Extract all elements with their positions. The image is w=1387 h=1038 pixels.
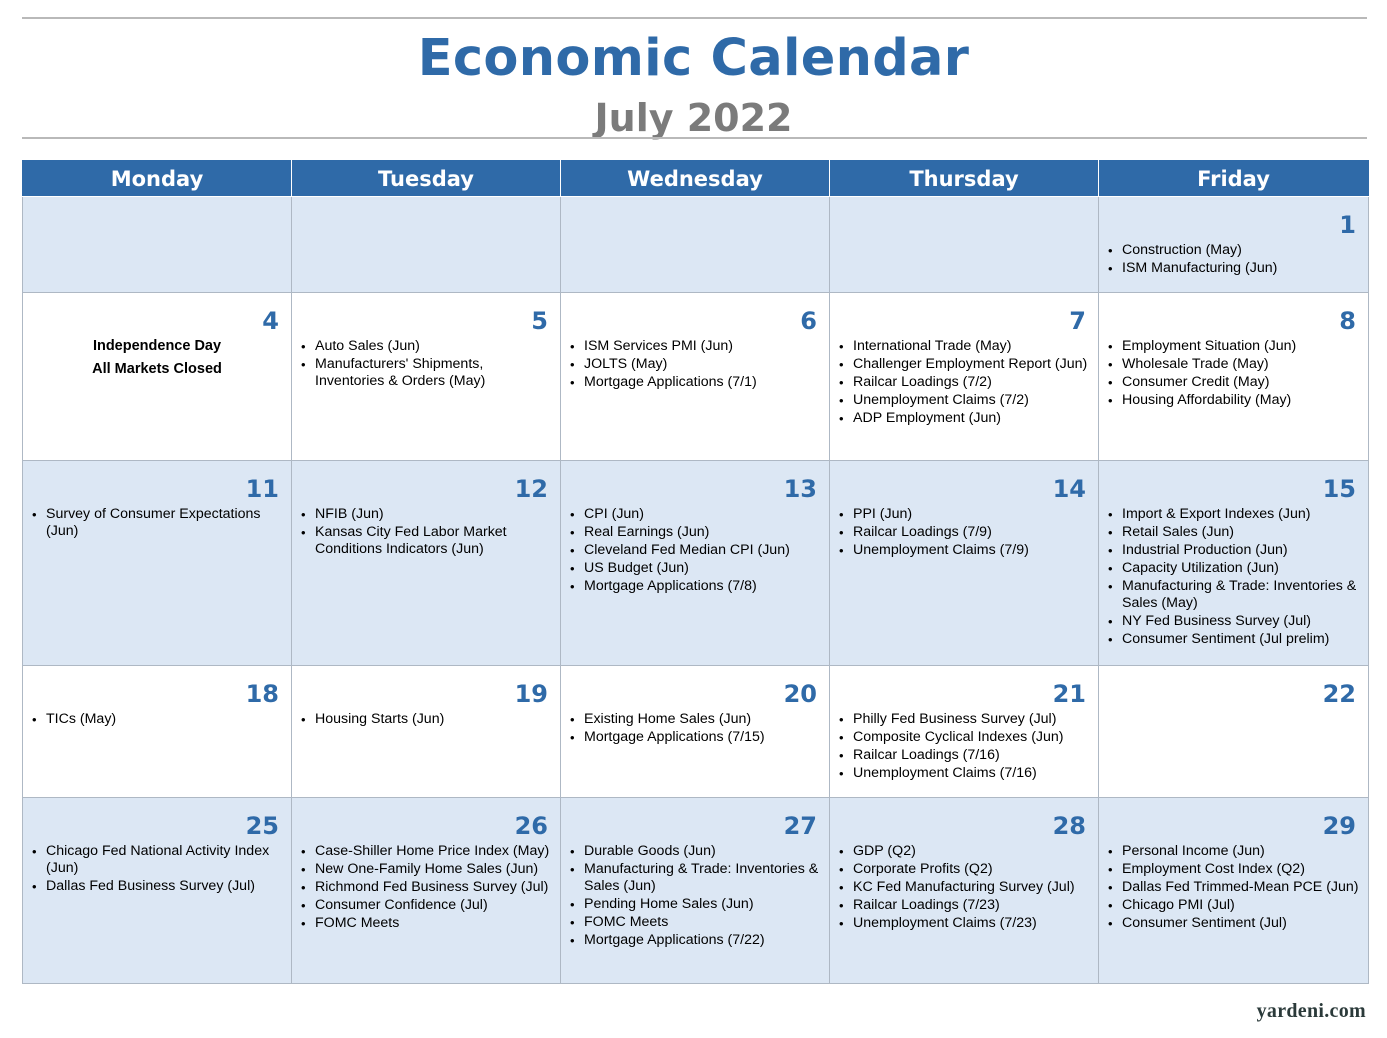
event-item: • Mortgage Applications (7/8) — [584, 578, 821, 595]
day-number: 26 — [514, 812, 548, 840]
event-item: • Construction (May) — [1122, 242, 1360, 259]
day-cell — [292, 798, 561, 984]
day-number: 12 — [514, 475, 548, 503]
day-number: 13 — [783, 475, 817, 503]
day-number: 21 — [1052, 680, 1086, 708]
day-number: 19 — [514, 680, 548, 708]
week-row — [23, 666, 1369, 798]
day-cell — [292, 293, 561, 461]
event-item: • Manufacturing & Trade: Inventories & Sales (May) — [1122, 578, 1360, 612]
day-cell — [1099, 293, 1369, 461]
event-list — [830, 843, 1098, 932]
day-cell — [23, 798, 292, 984]
event-item: • Dallas Fed Business Survey (Jul) — [46, 878, 283, 895]
day-cell — [292, 666, 561, 798]
event-item: • Challenger Employment Report (Jun) — [853, 356, 1090, 373]
day-number: 15 — [1322, 475, 1356, 503]
event-item: • New One-Family Home Sales (Jun) — [315, 861, 552, 878]
event-list — [1099, 242, 1368, 277]
event-item: • Employment Situation (Jun) — [1122, 338, 1360, 355]
day-cell — [23, 197, 292, 293]
day-cell — [1099, 666, 1369, 798]
event-item: • Industrial Production (Jun) — [1122, 542, 1360, 559]
event-list — [830, 338, 1098, 427]
week-row — [23, 197, 1369, 293]
event-item: • Housing Starts (Jun) — [315, 711, 552, 728]
event-item: • FOMC Meets — [315, 915, 552, 932]
event-item: • GDP (Q2) — [853, 843, 1090, 860]
event-item: • Manufacturing & Trade: Inventories & Sales (Jun) — [584, 861, 821, 895]
day-cell — [830, 461, 1099, 666]
weekday-tuesday: Tuesday — [292, 161, 561, 197]
week-row — [23, 461, 1369, 666]
event-list — [292, 711, 560, 728]
day-cell — [561, 197, 830, 293]
page-title: Economic Calendar — [417, 29, 970, 88]
day-cell — [561, 666, 830, 798]
event-list — [1099, 506, 1368, 648]
event-item: • Mortgage Applications (7/15) — [584, 729, 821, 746]
event-item: • CPI (Jun) — [584, 506, 821, 523]
day-number: 20 — [783, 680, 817, 708]
event-item: • NFIB (Jun) — [315, 506, 552, 523]
event-item: • Personal Income (Jun) — [1122, 843, 1360, 860]
event-item: • Survey of Consumer Expectations (Jun) — [46, 506, 283, 540]
day-cell — [292, 461, 561, 666]
event-list — [561, 711, 829, 746]
day-cell — [1099, 798, 1369, 984]
event-item: • International Trade (May) — [853, 338, 1090, 355]
event-item: • Consumer Confidence (Jul) — [315, 897, 552, 914]
holiday-note — [23, 335, 291, 381]
day-cell — [292, 197, 561, 293]
event-item: • ADP Employment (Jun) — [853, 410, 1090, 427]
week-row — [23, 798, 1369, 984]
day-cell — [830, 666, 1099, 798]
event-item: • Richmond Fed Business Survey (Jul) — [315, 879, 552, 896]
event-list — [1099, 338, 1368, 409]
day-number: 18 — [245, 680, 279, 708]
day-number: 25 — [245, 812, 279, 840]
holiday-line: Independence Day — [92, 338, 222, 354]
event-item: • Retail Sales (Jun) — [1122, 524, 1360, 541]
day-cell — [830, 798, 1099, 984]
event-item: • Consumer Sentiment (Jul prelim) — [1122, 631, 1360, 648]
source-credit: yardeni.com — [1256, 1000, 1366, 1022]
day-cell — [23, 461, 292, 666]
event-item: • Pending Home Sales (Jun) — [584, 896, 821, 913]
holiday-line: All Markets Closed — [92, 361, 222, 377]
event-list — [830, 711, 1098, 782]
event-item: • Mortgage Applications (7/22) — [584, 932, 821, 949]
day-cell — [830, 293, 1099, 461]
event-item: • Auto Sales (Jun) — [315, 338, 552, 355]
day-number: 27 — [783, 812, 817, 840]
event-list — [23, 506, 291, 540]
event-list — [1099, 843, 1368, 932]
week-row — [23, 293, 1369, 461]
event-item: • Employment Cost Index (Q2) — [1122, 861, 1360, 878]
calendar-grid — [22, 160, 1369, 984]
day-number — [292, 197, 560, 239]
day-number — [561, 197, 829, 239]
day-number: 5 — [531, 307, 548, 335]
event-item: • ISM Manufacturing (Jun) — [1122, 260, 1360, 277]
day-cell — [830, 197, 1099, 293]
day-cell — [1099, 461, 1369, 666]
event-item: • Unemployment Claims (7/2) — [853, 392, 1090, 409]
event-item: • Unemployment Claims (7/9) — [853, 542, 1090, 559]
event-item: • Railcar Loadings (7/16) — [853, 747, 1090, 764]
event-list — [23, 711, 291, 728]
day-number: 7 — [1069, 307, 1086, 335]
event-item: • FOMC Meets — [584, 914, 821, 931]
event-list — [561, 506, 829, 595]
event-item: • Wholesale Trade (May) — [1122, 356, 1360, 373]
day-number: 1 — [1339, 211, 1356, 239]
day-number — [23, 197, 291, 239]
page-subtitle: July 2022 — [594, 96, 793, 140]
event-item: • Manufacturers' Shipments, Inventories & Orders (May) — [315, 356, 552, 390]
event-item: • JOLTS (May) — [584, 356, 821, 373]
event-item: • Corporate Profits (Q2) — [853, 861, 1090, 878]
event-item: • NY Fed Business Survey (Jul) — [1122, 613, 1360, 630]
day-number: 6 — [800, 307, 817, 335]
event-list — [23, 843, 291, 895]
event-list — [292, 338, 560, 390]
weekday-wednesday: Wednesday — [561, 161, 830, 197]
event-item: • Import & Export Indexes (Jun) — [1122, 506, 1360, 523]
event-item: • Mortgage Applications (7/1) — [584, 374, 821, 391]
day-cell — [561, 798, 830, 984]
event-item: • US Budget (Jun) — [584, 560, 821, 577]
event-item: • Cleveland Fed Median CPI (Jun) — [584, 542, 821, 559]
event-item: • Chicago Fed National Activity Index (Jun) — [46, 843, 283, 877]
day-number: 4 — [262, 307, 279, 335]
event-item: • Railcar Loadings (7/9) — [853, 524, 1090, 541]
day-number: 11 — [245, 475, 279, 503]
event-item: • Real Earnings (Jun) — [584, 524, 821, 541]
event-item: • TICs (May) — [46, 711, 283, 728]
day-number: 29 — [1322, 812, 1356, 840]
event-item: • Railcar Loadings (7/23) — [853, 897, 1090, 914]
event-list — [561, 843, 829, 949]
event-item: • Railcar Loadings (7/2) — [853, 374, 1090, 391]
event-list — [292, 843, 560, 932]
weekday-header-row — [23, 161, 1369, 197]
top-divider — [22, 17, 1367, 19]
event-item: • Kansas City Fed Labor Market Conditions Indicators (Jun) — [315, 524, 552, 558]
day-cell — [1099, 197, 1369, 293]
weekday-monday: Monday — [23, 161, 292, 197]
day-number — [830, 197, 1098, 239]
day-number: 14 — [1052, 475, 1086, 503]
event-list — [292, 506, 560, 558]
event-item: • Unemployment Claims (7/16) — [853, 765, 1090, 782]
event-list — [830, 506, 1098, 559]
weekday-friday: Friday — [1099, 161, 1369, 197]
event-item: • Composite Cyclical Indexes (Jun) — [853, 729, 1090, 746]
header-divider — [22, 137, 1367, 139]
calendar-body — [23, 197, 1369, 984]
event-item: • Unemployment Claims (7/23) — [853, 915, 1090, 932]
event-item: • ISM Services PMI (Jun) — [584, 338, 821, 355]
event-item: • Existing Home Sales (Jun) — [584, 711, 821, 728]
day-number: 28 — [1052, 812, 1086, 840]
event-item: • Housing Affordability (May) — [1122, 392, 1360, 409]
event-item: • Consumer Credit (May) — [1122, 374, 1360, 391]
event-item: • Chicago PMI (Jul) — [1122, 897, 1360, 914]
event-item: • PPI (Jun) — [853, 506, 1090, 523]
event-item: • KC Fed Manufacturing Survey (Jul) — [853, 879, 1090, 896]
event-item: • Consumer Sentiment (Jul) — [1122, 915, 1360, 932]
day-cell — [23, 666, 292, 798]
event-item: • Dallas Fed Trimmed-Mean PCE (Jun) — [1122, 879, 1360, 896]
day-cell — [561, 461, 830, 666]
event-item: • Philly Fed Business Survey (Jul) — [853, 711, 1090, 728]
day-number: 22 — [1322, 680, 1356, 708]
event-item: • Capacity Utilization (Jun) — [1122, 560, 1360, 577]
event-item: • Durable Goods (Jun) — [584, 843, 821, 860]
day-number: 8 — [1339, 307, 1356, 335]
event-list — [561, 338, 829, 391]
event-item: • Case-Shiller Home Price Index (May) — [315, 843, 552, 860]
weekday-thursday: Thursday — [830, 161, 1099, 197]
day-cell — [561, 293, 830, 461]
day-cell — [23, 293, 292, 461]
